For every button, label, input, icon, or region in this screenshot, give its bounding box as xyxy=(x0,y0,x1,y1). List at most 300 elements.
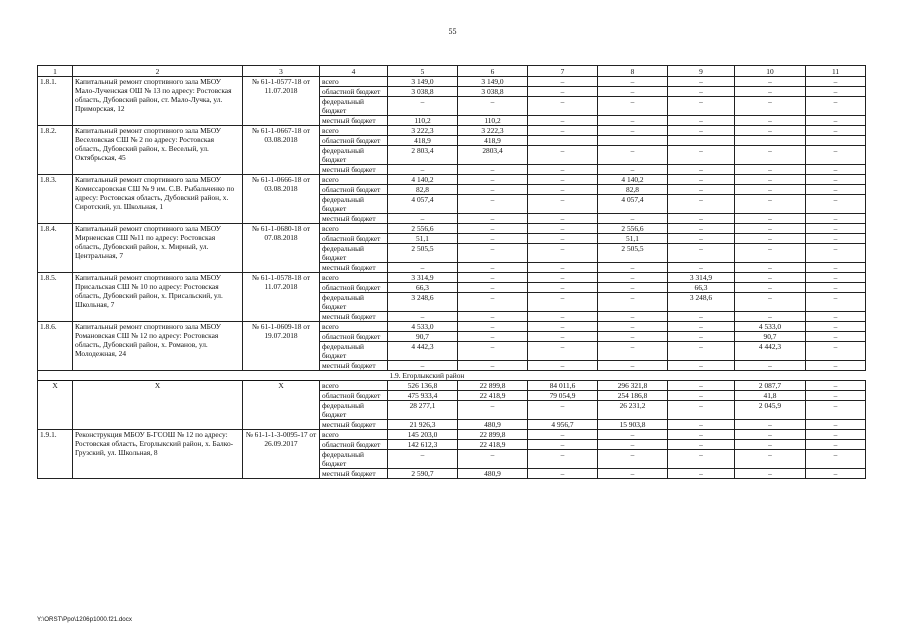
value-cell: – xyxy=(458,234,528,244)
value-cell: 41,8 xyxy=(735,391,806,401)
value-cell: – xyxy=(806,116,866,126)
table-row xyxy=(38,77,866,87)
value-cell: – xyxy=(458,165,528,175)
value-cell: – xyxy=(458,293,528,312)
value-cell: – xyxy=(458,332,528,342)
value-cell: – xyxy=(668,165,735,175)
funding-category: областной бюджет xyxy=(320,234,388,244)
document-number: № 61-1-0666-18 от 03.08.2018 xyxy=(243,175,320,224)
value-cell: – xyxy=(735,293,806,312)
value-cell: – xyxy=(598,283,668,293)
project-name: Капитальный ремонт спортивного зала МБОУ Комиссаровская СШ № 9 им. С.В. Рыбальченко по адресу: Ростовская область, Дубовский район, х. Сиротский, ул. Школьная, 1 xyxy=(73,175,243,224)
funding-category: областной бюджет xyxy=(320,87,388,97)
value-cell: – xyxy=(668,401,735,420)
value-cell: – xyxy=(528,146,598,165)
value-cell: – xyxy=(668,381,735,391)
value-cell: – xyxy=(458,214,528,224)
document-number: № 61-1-0609-18 от 19.07.2018 xyxy=(243,322,320,371)
value-cell: 51,1 xyxy=(598,234,668,244)
value-cell: – xyxy=(458,97,528,116)
value-cell: – xyxy=(806,401,866,420)
funding-category: всего xyxy=(320,126,388,136)
value-cell: 26 231,2 xyxy=(598,401,668,420)
table-row xyxy=(38,126,866,136)
funding-category: федеральный бюджет xyxy=(320,146,388,165)
value-cell: – xyxy=(735,214,806,224)
value-cell: – xyxy=(668,342,735,361)
value-cell: 4 057,4 xyxy=(598,195,668,214)
value-cell: – xyxy=(806,214,866,224)
document-number: № 61-1-0577-18 от 11.07.2018 xyxy=(243,77,320,126)
value-cell: 3 248,6 xyxy=(668,293,735,312)
value-cell: – xyxy=(458,273,528,283)
value-cell: 66,3 xyxy=(668,283,735,293)
funding-category: местный бюджет xyxy=(320,165,388,175)
value-cell: – xyxy=(458,195,528,214)
value-cell: – xyxy=(806,185,866,195)
value-cell: 4 140,2 xyxy=(598,175,668,185)
value-cell: – xyxy=(598,322,668,332)
value-cell: 3 222,3 xyxy=(458,126,528,136)
value-cell: 296 321,8 xyxy=(598,381,668,391)
document-number: № 61-1-0578-18 от 11.07.2018 xyxy=(243,273,320,322)
funding-category: местный бюджет xyxy=(320,116,388,126)
value-cell: – xyxy=(735,97,806,116)
value-cell: – xyxy=(388,263,458,273)
value-cell: 4 442,3 xyxy=(388,342,458,361)
value-cell: 2 505,5 xyxy=(388,244,458,263)
value-cell: 142 612,3 xyxy=(388,440,458,450)
value-cell: 2 556,6 xyxy=(598,224,668,234)
value-cell: – xyxy=(668,224,735,234)
value-cell: 4 956,7 xyxy=(528,420,598,430)
value-cell: – xyxy=(528,440,598,450)
value-cell: – xyxy=(528,185,598,195)
project-name: Капитальный ремонт спортивного зала МБОУ Присальская СШ № 10 по адресу: Ростовская область, Дубовский район, х. Присальский, ул. Школьная, 7 xyxy=(73,273,243,322)
value-cell: – xyxy=(735,273,806,283)
value-cell: – xyxy=(806,332,866,342)
value-cell: – xyxy=(388,214,458,224)
column-header: 11 xyxy=(806,66,866,77)
funding-category: всего xyxy=(320,430,388,440)
funding-category: всего xyxy=(320,224,388,234)
value-cell: – xyxy=(528,332,598,342)
value-cell: – xyxy=(806,342,866,361)
value-cell: – xyxy=(668,263,735,273)
column-header: 5 xyxy=(388,66,458,77)
value-cell: – xyxy=(735,430,806,440)
value-cell: – xyxy=(806,224,866,234)
column-header: 3 xyxy=(243,66,320,77)
value-cell: – xyxy=(806,234,866,244)
value-cell: – xyxy=(528,126,598,136)
value-cell: – xyxy=(735,361,806,371)
funding-category: областной бюджет xyxy=(320,332,388,342)
value-cell: – xyxy=(598,361,668,371)
page-number: 55 xyxy=(448,27,457,36)
value-cell: 2 803,4 xyxy=(388,146,458,165)
value-cell: 4 533,0 xyxy=(388,322,458,332)
region-x-1: X xyxy=(38,381,73,430)
document-number: № 61-1-1-3-0095-17 от 26.09.2017 xyxy=(243,430,320,479)
value-cell: – xyxy=(735,195,806,214)
value-cell: – xyxy=(528,273,598,283)
value-cell: – xyxy=(806,361,866,371)
value-cell: – xyxy=(806,391,866,401)
funding-category: областной бюджет xyxy=(320,185,388,195)
value-cell: – xyxy=(668,450,735,469)
value-cell: – xyxy=(598,97,668,116)
table-row xyxy=(38,175,866,185)
value-cell: 254 186,8 xyxy=(598,391,668,401)
value-cell: 21 926,3 xyxy=(388,420,458,430)
value-cell: – xyxy=(668,195,735,214)
value-cell: – xyxy=(458,342,528,361)
funding-category: федеральный бюджет xyxy=(320,450,388,469)
value-cell: – xyxy=(458,361,528,371)
value-cell: 2 087,7 xyxy=(735,381,806,391)
value-cell: – xyxy=(735,234,806,244)
value-cell: – xyxy=(806,293,866,312)
table-row xyxy=(38,381,866,391)
value-cell: 2803,4 xyxy=(458,146,528,165)
value-cell: – xyxy=(528,293,598,312)
column-header: 9 xyxy=(668,66,735,77)
row-number: 1.8.2. xyxy=(38,126,73,175)
row-number: 1.9.1. xyxy=(38,430,73,479)
value-cell: 110,2 xyxy=(458,116,528,126)
value-cell: – xyxy=(735,440,806,450)
value-cell: 84 011,6 xyxy=(528,381,598,391)
value-cell: 66,3 xyxy=(388,283,458,293)
value-cell: 4 057,4 xyxy=(388,195,458,214)
value-cell: – xyxy=(528,97,598,116)
value-cell: – xyxy=(668,77,735,87)
funding-category: федеральный бюджет xyxy=(320,195,388,214)
column-header: 1 xyxy=(38,66,73,77)
value-cell: – xyxy=(668,97,735,116)
value-cell: – xyxy=(668,440,735,450)
value-cell: – xyxy=(806,283,866,293)
funding-category: федеральный бюджет xyxy=(320,342,388,361)
column-header: 10 xyxy=(735,66,806,77)
value-cell: – xyxy=(528,469,598,479)
project-name: Реконструкция МБОУ Б-ГСОШ № 12 по адресу: Ростовская область, Егорлыкский район, х. Балко-Грузский, ул. Школьная, 8 xyxy=(73,430,243,479)
project-name: Капитальный ремонт спортивного зала МБОУ Романовская СШ № 12 по адресу: Ростовская область, Дубовский район, х. Романов, ул. Молодежная, 24 xyxy=(73,322,243,371)
value-cell: – xyxy=(598,165,668,175)
value-cell: – xyxy=(735,283,806,293)
value-cell: – xyxy=(528,401,598,420)
value-cell: 480,9 xyxy=(458,469,528,479)
row-number: 1.8.6. xyxy=(38,322,73,371)
value-cell: – xyxy=(388,450,458,469)
value-cell: – xyxy=(735,244,806,263)
value-cell: 3 314,9 xyxy=(668,273,735,283)
funding-category: местный бюджет xyxy=(320,214,388,224)
value-cell: 526 136,8 xyxy=(388,381,458,391)
value-cell: – xyxy=(528,116,598,126)
value-cell: – xyxy=(735,146,806,165)
funding-category: областной бюджет xyxy=(320,283,388,293)
value-cell: – xyxy=(668,420,735,430)
value-cell: – xyxy=(598,342,668,361)
value-cell: – xyxy=(458,224,528,234)
project-name: Капитальный ремонт спортивного зала МБОУ Мало-Лученская ОШ № 13 по адресу: Ростовская область, Дубовский район, ст. Мало-Лучка, ул. Приморская, 12 xyxy=(73,77,243,126)
value-cell: – xyxy=(735,263,806,273)
region-title: 1.9. Егорлыкский район xyxy=(320,371,866,381)
value-cell: – xyxy=(458,185,528,195)
funding-category: областной бюджет xyxy=(320,136,388,146)
value-cell: – xyxy=(735,87,806,97)
value-cell: – xyxy=(668,234,735,244)
value-cell: – xyxy=(668,430,735,440)
value-cell: – xyxy=(668,322,735,332)
value-cell: 2 590,7 xyxy=(388,469,458,479)
value-cell: – xyxy=(806,312,866,322)
budget-table xyxy=(37,65,866,479)
region-title-row xyxy=(38,371,866,381)
value-cell: – xyxy=(806,77,866,87)
funding-category: всего xyxy=(320,273,388,283)
funding-category: федеральный бюджет xyxy=(320,244,388,263)
value-cell: – xyxy=(598,312,668,322)
value-cell: 3 314,9 xyxy=(388,273,458,283)
funding-category: федеральный бюджет xyxy=(320,293,388,312)
column-header: 4 xyxy=(320,66,388,77)
value-cell xyxy=(806,136,866,146)
value-cell: – xyxy=(598,450,668,469)
value-cell: – xyxy=(735,224,806,234)
funding-category: местный бюджет xyxy=(320,469,388,479)
project-name: Капитальный ремонт спортивного зала МБОУ Веселовская СШ № 2 по адресу: Ростовская область, Дубовский район, х. Веселый, ул. Октябрьская, 45 xyxy=(73,126,243,175)
value-cell: – xyxy=(806,126,866,136)
value-cell: – xyxy=(668,116,735,126)
document-number: № 61-1-0680-18 от 07.08.2018 xyxy=(243,224,320,273)
value-cell: – xyxy=(668,87,735,97)
value-cell: – xyxy=(668,214,735,224)
value-cell: 2 045,9 xyxy=(735,401,806,420)
value-cell: – xyxy=(735,77,806,87)
value-cell: – xyxy=(806,263,866,273)
funding-category: местный бюджет xyxy=(320,361,388,371)
value-cell: – xyxy=(806,87,866,97)
value-cell: 22 899,8 xyxy=(458,381,528,391)
value-cell: – xyxy=(735,126,806,136)
value-cell: – xyxy=(806,146,866,165)
value-cell: – xyxy=(735,312,806,322)
region-x-3: X xyxy=(243,381,320,430)
value-cell: – xyxy=(735,175,806,185)
value-cell: – xyxy=(528,450,598,469)
value-cell: 418,9 xyxy=(458,136,528,146)
funding-category: местный бюджет xyxy=(320,263,388,273)
value-cell: 3 149,0 xyxy=(388,77,458,87)
value-cell: – xyxy=(806,244,866,263)
value-cell: – xyxy=(668,469,735,479)
value-cell: – xyxy=(528,322,598,332)
value-cell: 15 903,8 xyxy=(598,420,668,430)
value-cell: 480,9 xyxy=(458,420,528,430)
value-cell: – xyxy=(735,450,806,469)
value-cell: 4 442,3 xyxy=(735,342,806,361)
value-cell: – xyxy=(668,312,735,322)
value-cell: – xyxy=(528,430,598,440)
value-cell: – xyxy=(458,322,528,332)
value-cell: – xyxy=(598,263,668,273)
value-cell: – xyxy=(668,185,735,195)
value-cell: – xyxy=(598,430,668,440)
table-row xyxy=(38,322,866,332)
value-cell: – xyxy=(668,146,735,165)
value-cell: – xyxy=(598,469,668,479)
value-cell: – xyxy=(458,312,528,322)
value-cell: – xyxy=(458,450,528,469)
value-cell: 4 533,0 xyxy=(735,322,806,332)
value-cell: 90,7 xyxy=(388,332,458,342)
value-cell: 145 203,0 xyxy=(388,430,458,440)
value-cell: – xyxy=(598,293,668,312)
value-cell: 22 418,9 xyxy=(458,440,528,450)
value-cell: 51,1 xyxy=(388,234,458,244)
value-cell: – xyxy=(458,175,528,185)
value-cell: – xyxy=(806,175,866,185)
value-cell xyxy=(735,136,806,146)
funding-category: всего xyxy=(320,175,388,185)
project-name: Капитальный ремонт спортивного зала МБОУ Мирненская СШ №11 по адресу: Ростовская область, Дубовский район, х. Мирный, ул. Центральная, 7 xyxy=(73,224,243,273)
value-cell: – xyxy=(735,420,806,430)
value-cell: – xyxy=(528,263,598,273)
region-spacer xyxy=(38,371,320,381)
value-cell: – xyxy=(598,214,668,224)
value-cell xyxy=(598,136,668,146)
value-cell: – xyxy=(668,332,735,342)
column-header: 6 xyxy=(458,66,528,77)
funding-category: областной бюджет xyxy=(320,440,388,450)
row-number: 1.8.4. xyxy=(38,224,73,273)
value-cell: 22 899,8 xyxy=(458,430,528,440)
value-cell: – xyxy=(735,116,806,126)
column-header: 7 xyxy=(528,66,598,77)
value-cell: – xyxy=(388,97,458,116)
value-cell: – xyxy=(458,401,528,420)
value-cell: – xyxy=(528,87,598,97)
value-cell: – xyxy=(806,450,866,469)
value-cell: – xyxy=(528,175,598,185)
value-cell: – xyxy=(528,77,598,87)
value-cell: – xyxy=(528,342,598,361)
value-cell: – xyxy=(735,469,806,479)
value-cell: – xyxy=(528,234,598,244)
column-header: 8 xyxy=(598,66,668,77)
value-cell: – xyxy=(806,195,866,214)
value-cell: – xyxy=(598,440,668,450)
value-cell: 28 277,1 xyxy=(388,401,458,420)
value-cell: 22 418,9 xyxy=(458,391,528,401)
value-cell: – xyxy=(806,273,866,283)
value-cell: – xyxy=(735,185,806,195)
value-cell: – xyxy=(388,165,458,175)
value-cell: – xyxy=(806,469,866,479)
value-cell: – xyxy=(528,195,598,214)
value-cell: – xyxy=(735,165,806,175)
document-number: № 61-1-0667-18 от 03.08.2018 xyxy=(243,126,320,175)
row-number: 1.8.3. xyxy=(38,175,73,224)
value-cell: – xyxy=(388,361,458,371)
value-cell: – xyxy=(458,263,528,273)
value-cell: – xyxy=(598,126,668,136)
value-cell: 418,9 xyxy=(388,136,458,146)
value-cell: – xyxy=(528,312,598,322)
value-cell: – xyxy=(528,361,598,371)
funding-category: всего xyxy=(320,381,388,391)
value-cell: – xyxy=(668,361,735,371)
funding-category: федеральный бюджет xyxy=(320,401,388,420)
column-header: 2 xyxy=(73,66,243,77)
value-cell: – xyxy=(598,116,668,126)
value-cell xyxy=(528,136,598,146)
value-cell: – xyxy=(668,126,735,136)
value-cell: – xyxy=(458,283,528,293)
value-cell: 79 054,9 xyxy=(528,391,598,401)
value-cell: – xyxy=(598,87,668,97)
value-cell: – xyxy=(806,97,866,116)
value-cell: 82,8 xyxy=(598,185,668,195)
row-number: 1.8.1. xyxy=(38,77,73,126)
funding-category: местный бюджет xyxy=(320,312,388,322)
value-cell: 475 933,4 xyxy=(388,391,458,401)
region-x-2: X xyxy=(73,381,243,430)
header-row xyxy=(38,66,866,77)
value-cell: 3 038,8 xyxy=(388,87,458,97)
value-cell: – xyxy=(668,175,735,185)
value-cell: – xyxy=(668,244,735,263)
value-cell: – xyxy=(528,214,598,224)
value-cell: 2 505,5 xyxy=(598,244,668,263)
value-cell: – xyxy=(668,391,735,401)
value-cell: – xyxy=(528,283,598,293)
value-cell: – xyxy=(458,244,528,263)
value-cell: 3 248,6 xyxy=(388,293,458,312)
table-row xyxy=(38,273,866,283)
value-cell: – xyxy=(806,430,866,440)
value-cell: – xyxy=(598,146,668,165)
value-cell: – xyxy=(598,77,668,87)
value-cell: – xyxy=(806,440,866,450)
funding-category: местный бюджет xyxy=(320,420,388,430)
funding-category: всего xyxy=(320,77,388,87)
funding-category: областной бюджет xyxy=(320,391,388,401)
funding-category: всего xyxy=(320,322,388,332)
value-cell: 3 149,0 xyxy=(458,77,528,87)
value-cell: – xyxy=(598,273,668,283)
value-cell: – xyxy=(806,420,866,430)
table-row xyxy=(38,430,866,440)
value-cell: – xyxy=(388,312,458,322)
value-cell xyxy=(668,136,735,146)
value-cell: – xyxy=(806,322,866,332)
value-cell: – xyxy=(806,165,866,175)
value-cell: – xyxy=(528,165,598,175)
value-cell: – xyxy=(598,332,668,342)
value-cell: – xyxy=(528,244,598,263)
value-cell: 4 140,2 xyxy=(388,175,458,185)
funding-category: федеральный бюджет xyxy=(320,97,388,116)
value-cell: – xyxy=(806,381,866,391)
value-cell: 2 556,6 xyxy=(388,224,458,234)
value-cell: 82,8 xyxy=(388,185,458,195)
value-cell: 110,2 xyxy=(388,116,458,126)
table-row xyxy=(38,224,866,234)
